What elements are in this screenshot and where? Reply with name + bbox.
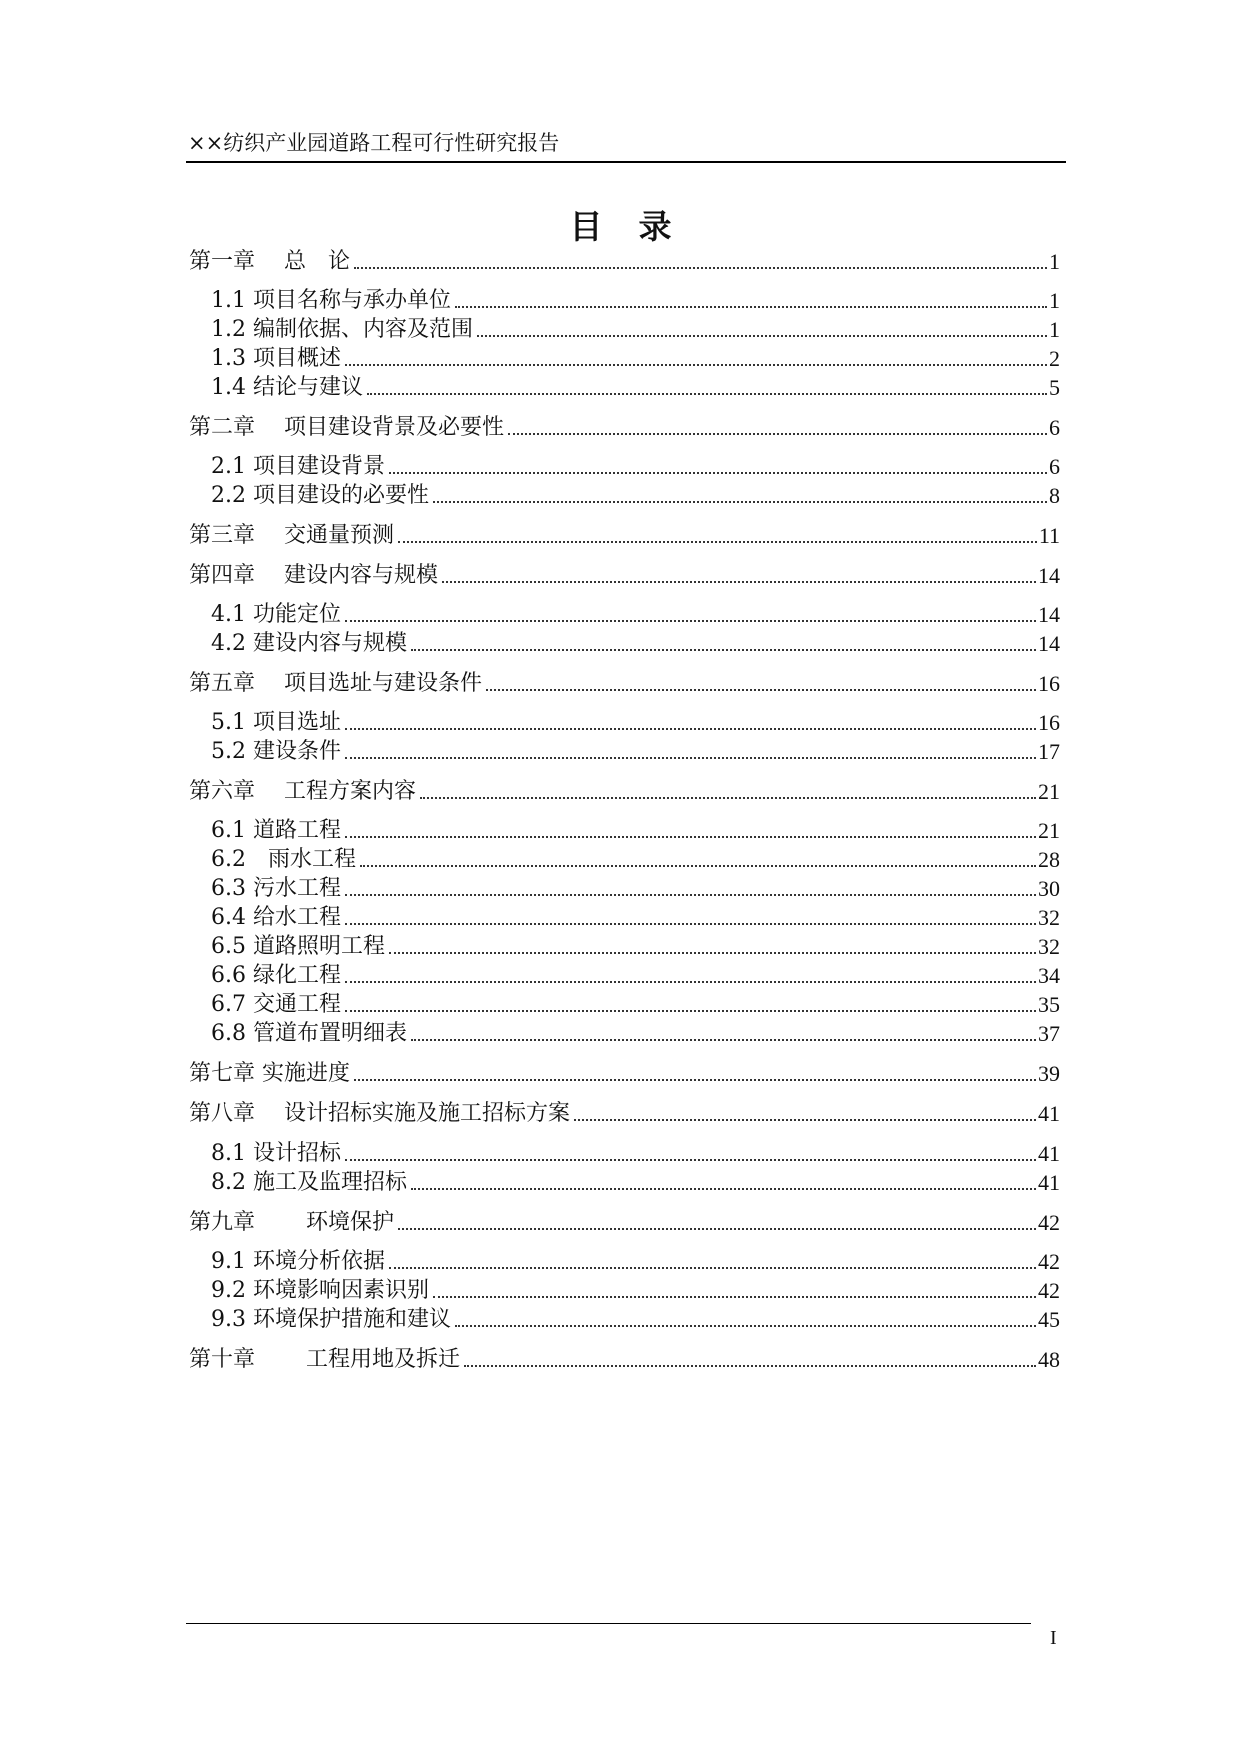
toc-entry-label: 第九章 环境保护	[189, 1210, 394, 1235]
toc-dot-leader	[345, 894, 1036, 896]
toc-dot-leader	[389, 952, 1036, 954]
toc-entry-page: 6	[1049, 454, 1060, 479]
toc-entry-label: 6.3 污水工程	[211, 876, 341, 901]
toc-entry-label: 1.3 项目概述	[211, 346, 341, 371]
toc-dot-leader	[442, 581, 1036, 583]
toc-entry-label: 2.2 项目建设的必要性	[211, 483, 429, 508]
toc-dot-leader	[455, 306, 1047, 308]
toc-dot-leader	[354, 267, 1047, 269]
toc-entry-page: 16	[1038, 710, 1060, 735]
toc-entry-label: 第六章 工程方案内容	[189, 779, 416, 804]
toc-entry-label: 9.2 环境影响因素识别	[211, 1278, 429, 1303]
toc-entry-page: 41	[1038, 1141, 1060, 1166]
toc-dot-leader	[345, 364, 1047, 366]
toc-entry-label: 6.8 管道布置明细表	[211, 1021, 407, 1046]
toc-entry-page: 34	[1038, 963, 1060, 988]
toc-section-entry[interactable]	[211, 709, 1060, 737]
toc-entry-page: 41	[1038, 1101, 1060, 1126]
toc-entry-page: 48	[1038, 1347, 1060, 1372]
toc-section-entry[interactable]	[211, 962, 1060, 990]
toc-dot-leader	[398, 1228, 1036, 1230]
toc-section-entry[interactable]	[211, 991, 1060, 1019]
toc-section-entry[interactable]	[211, 1306, 1060, 1334]
toc-dot-leader	[345, 836, 1036, 838]
toc-dot-leader	[367, 393, 1047, 395]
toc-entry-page: 2	[1049, 346, 1060, 371]
toc-entry-page: 8	[1049, 483, 1060, 508]
toc-entry-page: 17	[1038, 739, 1060, 764]
toc-chapter-entry[interactable]	[189, 562, 1060, 590]
toc-dot-leader	[345, 923, 1036, 925]
toc-section-entry[interactable]	[211, 374, 1060, 402]
toc-section-entry[interactable]	[211, 482, 1060, 510]
toc-entry-label: 1.1 项目名称与承办单位	[211, 288, 451, 313]
toc-dot-leader	[411, 1188, 1036, 1190]
toc-dot-leader	[411, 1039, 1036, 1041]
toc-entry-page: 42	[1038, 1249, 1060, 1274]
toc-dot-leader	[398, 541, 1037, 543]
toc-entry-page: 35	[1038, 992, 1060, 1017]
toc-entry-page: 16	[1038, 671, 1060, 696]
toc-chapter-entry[interactable]	[189, 1209, 1060, 1237]
toc-entry-label: 6.5 道路照明工程	[211, 934, 385, 959]
toc-dot-leader	[411, 649, 1036, 651]
toc-entry-label: 6.1 道路工程	[211, 818, 341, 843]
toc-chapter-entry[interactable]	[189, 522, 1060, 550]
toc-section-entry[interactable]	[211, 1277, 1060, 1305]
toc-entry-page: 14	[1038, 563, 1060, 588]
toc-entry-page: 21	[1038, 818, 1060, 843]
toc-entry-label: 6.6 绿化工程	[211, 963, 341, 988]
toc-section-entry[interactable]	[211, 875, 1060, 903]
toc-dot-leader	[354, 1079, 1036, 1081]
toc-entry-label: 1.2 编制依据、内容及范围	[211, 317, 473, 342]
toc-dot-leader	[455, 1325, 1036, 1327]
toc-entry-label: 8.1 设计招标	[211, 1141, 341, 1166]
page-number: I	[1050, 1627, 1057, 1649]
toc-entry-page: 11	[1038, 523, 1060, 548]
toc-entry-page: 45	[1038, 1307, 1060, 1332]
toc-entry-label: 第十章 工程用地及拆迁	[189, 1347, 460, 1372]
toc-entry-label: 第一章 总 论	[189, 249, 350, 274]
toc-section-entry[interactable]	[211, 904, 1060, 932]
toc-dot-leader	[574, 1119, 1036, 1121]
toc-dot-leader	[345, 728, 1036, 730]
toc-section-entry[interactable]	[211, 1020, 1060, 1048]
toc-section-entry[interactable]	[211, 630, 1060, 658]
toc-entry-page: 6	[1049, 415, 1060, 440]
toc-dot-leader	[345, 1010, 1036, 1012]
toc-dot-leader	[464, 1365, 1036, 1367]
toc-entry-page: 42	[1038, 1278, 1060, 1303]
toc-entry-page: 14	[1038, 631, 1060, 656]
toc-entry-label: 第四章 建设内容与规模	[189, 563, 438, 588]
toc-title: 目录	[569, 207, 708, 246]
toc-section-entry[interactable]	[211, 1140, 1060, 1168]
toc-entry-page: 30	[1038, 876, 1060, 901]
toc-dot-leader	[389, 1267, 1036, 1269]
toc-dot-leader	[345, 620, 1036, 622]
toc-section-entry[interactable]	[211, 287, 1060, 315]
toc-entry-label: 9.1 环境分析依据	[211, 1249, 385, 1274]
toc-chapter-entry[interactable]	[189, 414, 1060, 442]
toc-entry-page: 41	[1038, 1170, 1060, 1195]
toc-dot-leader	[420, 797, 1036, 799]
toc-entry-label: 第八章 设计招标实施及施工招标方案	[189, 1101, 570, 1126]
toc-chapter-entry[interactable]	[189, 670, 1060, 698]
toc-dot-leader	[477, 335, 1047, 337]
toc-entry-label: 5.2 建设条件	[211, 739, 341, 764]
toc-entry-label: 9.3 环境保护措施和建议	[211, 1307, 451, 1332]
toc-entry-page: 1	[1049, 249, 1060, 274]
toc-entry-page: 32	[1038, 934, 1060, 959]
toc-entry-label: 5.1 项目选址	[211, 710, 341, 735]
toc-entry-label: 第五章 项目选址与建设条件	[189, 671, 482, 696]
toc-entry-page: 14	[1038, 602, 1060, 627]
toc-section-entry[interactable]	[211, 846, 1060, 874]
toc-chapter-entry[interactable]	[189, 1346, 1060, 1374]
running-header-title: ××纺织产业园道路工程可行性研究报告	[188, 131, 560, 155]
header-rule	[186, 161, 1066, 163]
toc-entry-page: 21	[1038, 779, 1060, 804]
toc-chapter-entry[interactable]	[189, 1060, 1060, 1088]
toc-dot-leader	[508, 433, 1047, 435]
toc-entry-label: 6.2 雨水工程	[211, 847, 356, 872]
toc-dot-leader	[433, 1296, 1036, 1298]
toc-entry-page: 1	[1049, 288, 1060, 313]
toc-entry-label: 第七章 实施进度	[189, 1061, 350, 1086]
toc-entry-label: 6.7 交通工程	[211, 992, 341, 1017]
toc-dot-leader	[360, 865, 1036, 867]
toc-section-entry[interactable]	[211, 1248, 1060, 1276]
toc-entry-page: 5	[1049, 375, 1060, 400]
toc-entry-page: 28	[1038, 847, 1060, 872]
toc-entry-label: 第二章 项目建设背景及必要性	[189, 415, 504, 440]
toc-dot-leader	[345, 981, 1036, 983]
toc-dot-leader	[389, 472, 1047, 474]
toc-section-entry[interactable]	[211, 933, 1060, 961]
toc-section-entry[interactable]	[211, 817, 1060, 845]
toc-entry-page: 1	[1049, 317, 1060, 342]
toc-section-entry[interactable]	[211, 453, 1060, 481]
toc-section-entry[interactable]	[211, 1169, 1060, 1197]
toc-entry-label: 6.4 给水工程	[211, 905, 341, 930]
toc-chapter-entry[interactable]	[189, 778, 1060, 806]
toc-entry-label: 1.4 结论与建议	[211, 375, 363, 400]
toc-section-entry[interactable]	[211, 738, 1060, 766]
toc-dot-leader	[486, 689, 1036, 691]
toc-entry-label: 4.2 建设内容与规模	[211, 631, 407, 656]
toc-dot-leader	[345, 757, 1036, 759]
toc-entry-page: 39	[1038, 1061, 1060, 1086]
toc-chapter-entry[interactable]	[189, 248, 1060, 276]
toc-entry-label: 第三章 交通量预测	[189, 523, 394, 548]
toc-section-entry[interactable]	[211, 345, 1060, 373]
toc-entry-page: 32	[1038, 905, 1060, 930]
toc-chapter-entry[interactable]	[189, 1100, 1060, 1128]
toc-dot-leader	[345, 1159, 1036, 1161]
toc-section-entry[interactable]	[211, 316, 1060, 344]
footer-rule	[186, 1623, 1031, 1624]
toc-entry-label: 8.2 施工及监理招标	[211, 1170, 407, 1195]
toc-entry-label: 4.1 功能定位	[211, 602, 341, 627]
toc-entry-page: 42	[1038, 1210, 1060, 1235]
toc-section-entry[interactable]	[211, 601, 1060, 629]
toc-entry-page: 37	[1038, 1021, 1060, 1046]
toc-entry-label: 2.1 项目建设背景	[211, 454, 385, 479]
toc-dot-leader	[433, 501, 1047, 503]
